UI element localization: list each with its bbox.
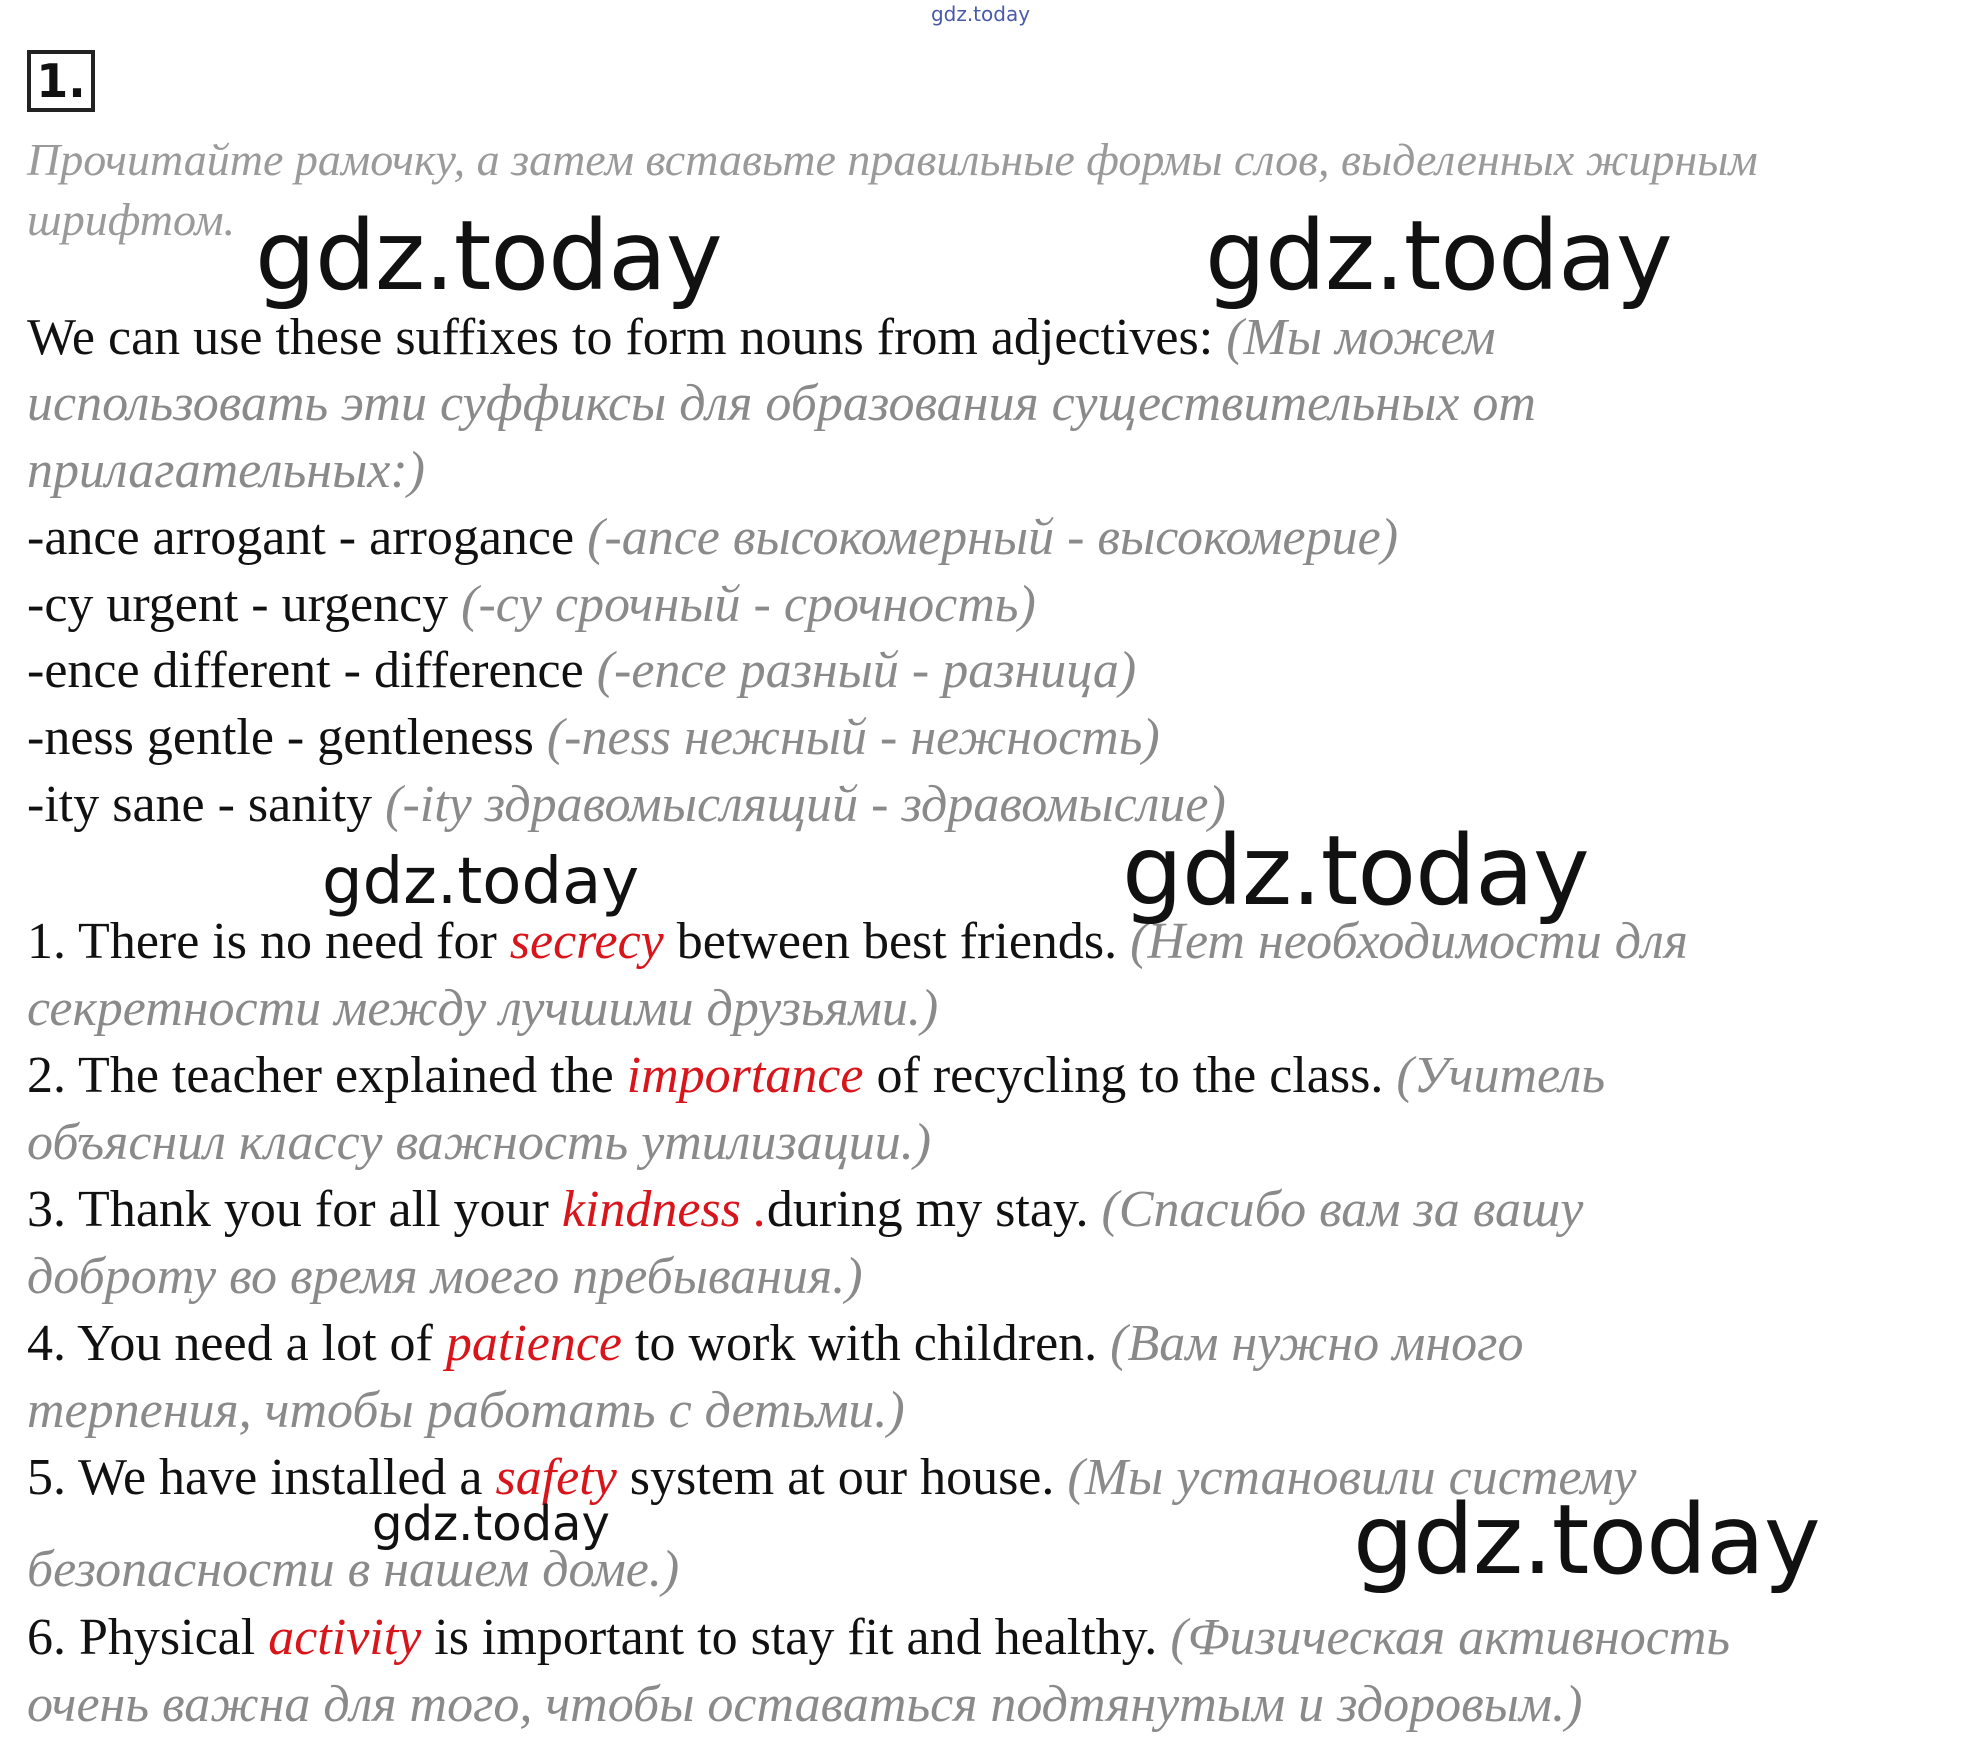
sentence-text: 3. Thank you for all your xyxy=(27,1181,562,1238)
sentence-translation-1: (Вам нужно много xyxy=(1110,1315,1524,1372)
sentence-translation-1: (Физическая активность xyxy=(1170,1609,1731,1666)
sentence-text: to work with children. xyxy=(622,1315,1098,1372)
answer-word: activity xyxy=(268,1609,422,1666)
watermark: gdz.today xyxy=(372,1496,610,1552)
suffix-item xyxy=(27,775,1226,835)
sentence-translation-2: терпения, чтобы работать с детьми.) xyxy=(27,1382,905,1439)
sentence-translation-2: секретности между лучшими друзьями.) xyxy=(27,980,939,1037)
sentence-text: is important to stay fit and healthy. xyxy=(421,1609,1158,1666)
sentence-text: between best friends. xyxy=(663,913,1118,970)
suffix-en: -ness gentle - gentleness xyxy=(27,709,534,766)
sentence-item xyxy=(27,1046,1605,1106)
sentence-text: 1. There is no need for xyxy=(27,913,510,970)
answer-word: safety xyxy=(495,1449,617,1506)
site-mark: gdz.today xyxy=(930,2,1031,26)
watermark: gdz.today xyxy=(255,200,722,312)
sentence-translation-2: очень важна для того, чтобы оставаться подтянутым и здоровым.) xyxy=(27,1676,1583,1733)
sentence-translation-2: безопасности в нашем доме.) xyxy=(27,1541,680,1598)
sentence-text: 5. We have installed a xyxy=(27,1449,496,1506)
watermark: gdz.today xyxy=(322,845,640,919)
answer-word: patience xyxy=(445,1315,623,1372)
suffix-item xyxy=(27,508,1398,568)
suffix-ru: (-ness нежный - нежность) xyxy=(546,709,1160,766)
intro-ru-1: (Мы можем xyxy=(1226,309,1496,366)
intro-en: We can use these suffixes to form nouns from adjectives: xyxy=(27,309,1214,366)
sentence-text: system at our house. xyxy=(616,1449,1055,1506)
intro-ru-2: использовать эти суффиксы для образования существительных от xyxy=(27,375,1536,432)
suffix-ru: (-ity здравомыслящий - здравомыслие) xyxy=(385,776,1226,833)
sentence-translation-1: (Нет необходимости для xyxy=(1130,913,1688,970)
sentence-text: 6. Physical xyxy=(27,1609,269,1666)
watermark: gdz.today xyxy=(1205,200,1672,312)
suffix-item xyxy=(27,708,1160,768)
sentence-translation-1: (Спасибо вам за вашу xyxy=(1101,1181,1584,1238)
intro-ru-3: прилагательных:) xyxy=(27,442,425,499)
sentence-item xyxy=(27,1608,1730,1668)
sentence-text: of recycling to the class. xyxy=(863,1047,1384,1104)
suffix-en: -ence different - difference xyxy=(27,642,584,699)
answer-word: secrecy xyxy=(509,913,664,970)
sentence-translation-1: (Учитель xyxy=(1396,1047,1606,1104)
sentence-item xyxy=(27,1180,1583,1240)
sentence-translation-2: доброту во время моего пребывания.) xyxy=(27,1248,863,1305)
sentence-translation-1: (Мы установили систему xyxy=(1067,1449,1637,1506)
sentence-text: 2. The teacher explained the xyxy=(27,1047,627,1104)
suffix-item xyxy=(27,575,1036,635)
watermark: gdz.today xyxy=(1122,815,1589,927)
suffix-ru: (-ence разный - разница) xyxy=(596,642,1137,699)
sentence-text: during my stay. xyxy=(766,1181,1089,1238)
answer-word: importance xyxy=(626,1047,864,1104)
exercise-number-box: 1. xyxy=(27,50,95,112)
suffix-ru: (-ance высокомерный - высокомерие) xyxy=(587,509,1399,566)
suffix-en: -ance arrogant - arrogance xyxy=(27,509,575,566)
intro-line-1 xyxy=(27,308,1496,368)
sentence-item xyxy=(27,1314,1523,1374)
suffix-ru: (-cy срочный - срочность) xyxy=(461,576,1036,633)
sentence-text: 4. You need a lot of xyxy=(27,1315,446,1372)
watermark: gdz.today xyxy=(1353,1484,1820,1596)
suffix-en: -cy urgent - urgency xyxy=(27,576,449,633)
sentence-translation-2: объяснил классу важность утилизации.) xyxy=(27,1114,932,1171)
suffix-item xyxy=(27,641,1136,701)
instruction: Прочитайте рамочку, а затем вставьте правильные формы слов, выделенных жирным шрифтом. xyxy=(27,134,1758,245)
suffix-en: -ity sane - sanity xyxy=(27,776,373,833)
answer-word: kindness . xyxy=(561,1181,767,1238)
